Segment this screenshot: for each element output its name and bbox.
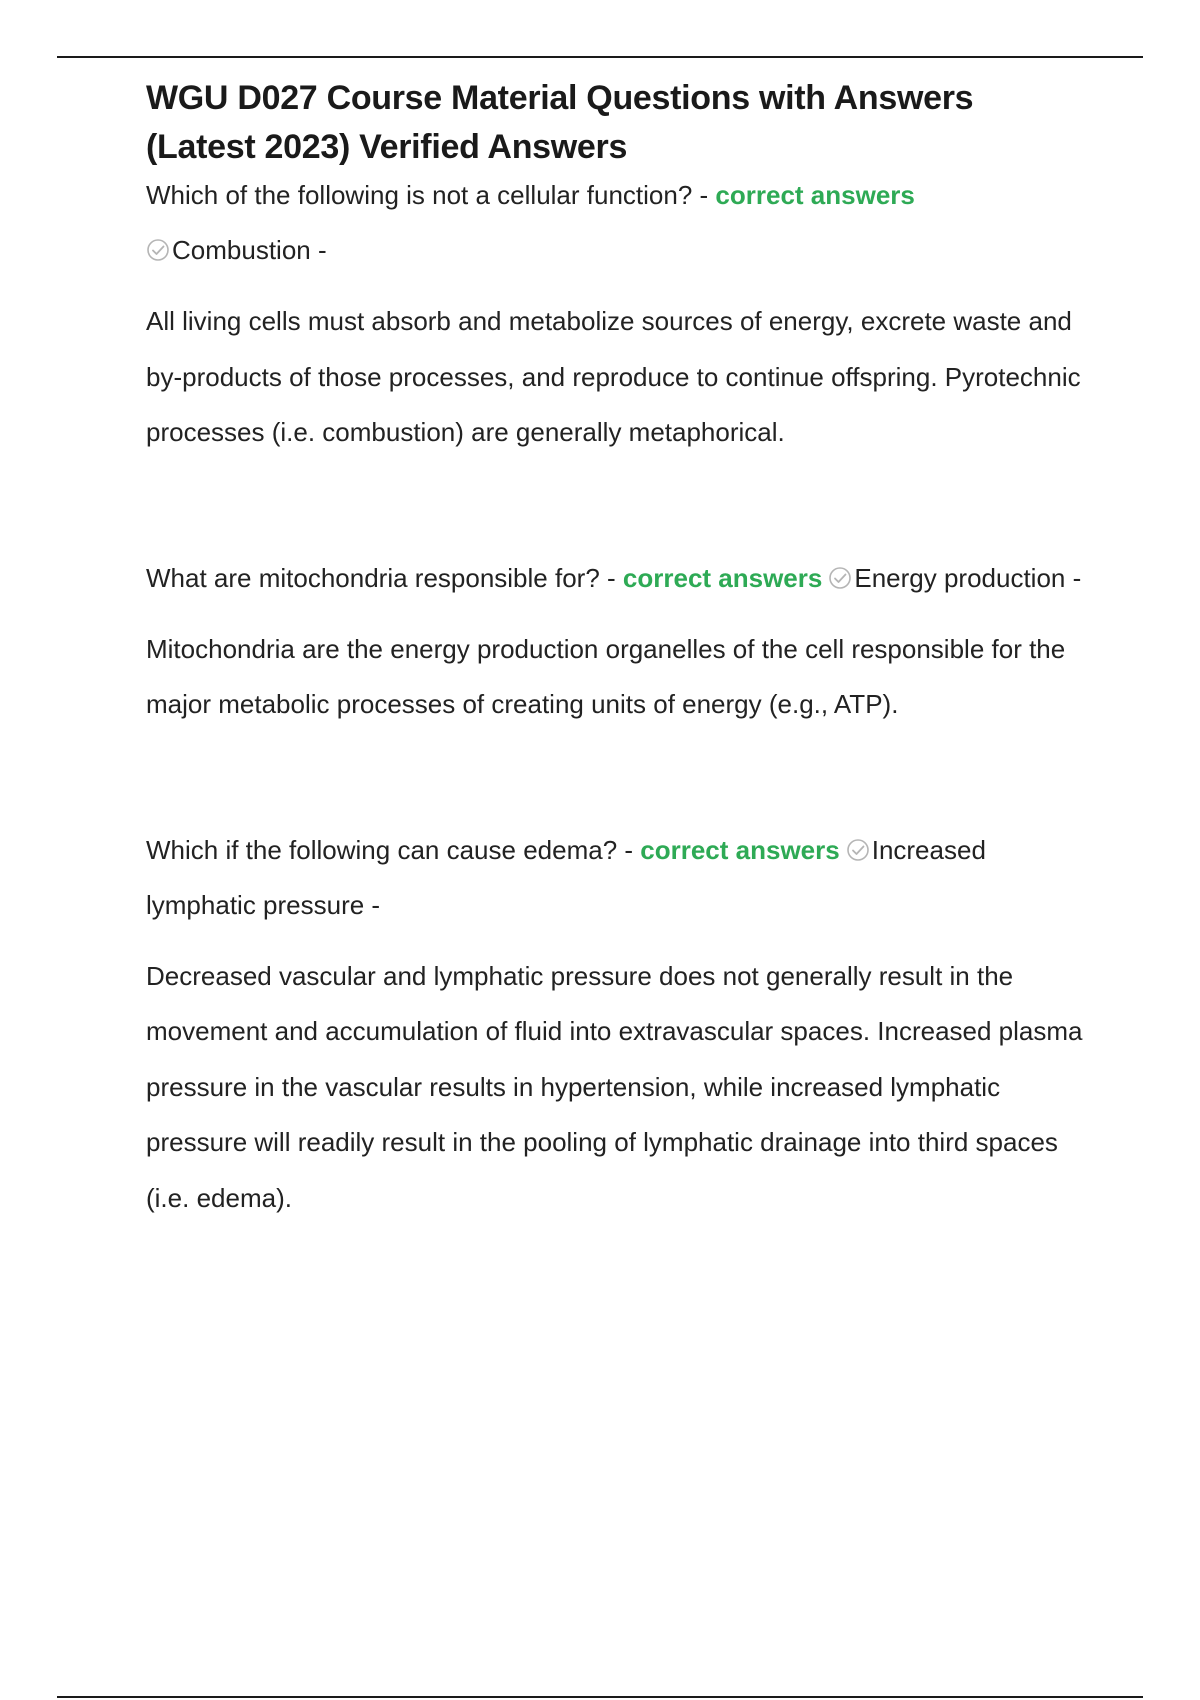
explanation-1: All living cells must absorb and metabolize sources of energy, excrete waste and by-products of those processes, and reproduce to continue offspring. Pyrotechnic processes (i.e. combustion) are generally metaphorical. xyxy=(146,306,1081,447)
question-text: What are mitochondria responsible for? - xyxy=(146,562,616,593)
answer-label: correct answers xyxy=(640,834,840,865)
question-3 xyxy=(146,823,1086,933)
question-2 xyxy=(146,551,1086,606)
qa-item-2 xyxy=(146,551,1086,733)
answer-text: Energy production - xyxy=(854,562,1082,593)
document-body xyxy=(146,74,1086,1226)
explanation-3: Decreased vascular and lymphatic pressure does not generally result in the movement and accumulation of fluid into extravascular spaces. Increased plasma pressure in the vascular results in hypertension, while increased lymphatic pressure will readily result in the pooling of lymphatic drainage into third spaces (i.e. edema). xyxy=(146,960,1083,1213)
answer-label: correct answers xyxy=(622,562,823,593)
explanation-2: Mitochondria are the energy production organelles of the cell responsible for the major metabolic processes of creating units of energy (e.g., ATP). xyxy=(146,633,1066,719)
question-1 xyxy=(146,168,1086,278)
qa-item-1 xyxy=(146,168,1086,461)
qa-item-3 xyxy=(146,823,1086,1227)
answer-text: Increased lymphatic pressure - xyxy=(146,834,986,920)
answer-label: correct answers xyxy=(715,180,915,210)
question-text: Which if the following can cause edema? - xyxy=(146,834,634,865)
question-text: Which of the following is not a cellular function? - xyxy=(146,180,709,210)
check-circle-icon xyxy=(846,838,870,862)
check-circle-icon xyxy=(146,238,170,262)
page-title: WGU D027 Course Material Questions with Answers (Latest 2023) Verified Answers xyxy=(146,79,974,166)
check-circle-icon xyxy=(828,566,852,590)
top-rule xyxy=(57,56,1143,58)
bottom-rule xyxy=(57,1696,1143,1698)
answer-text: Combustion - xyxy=(172,235,327,265)
